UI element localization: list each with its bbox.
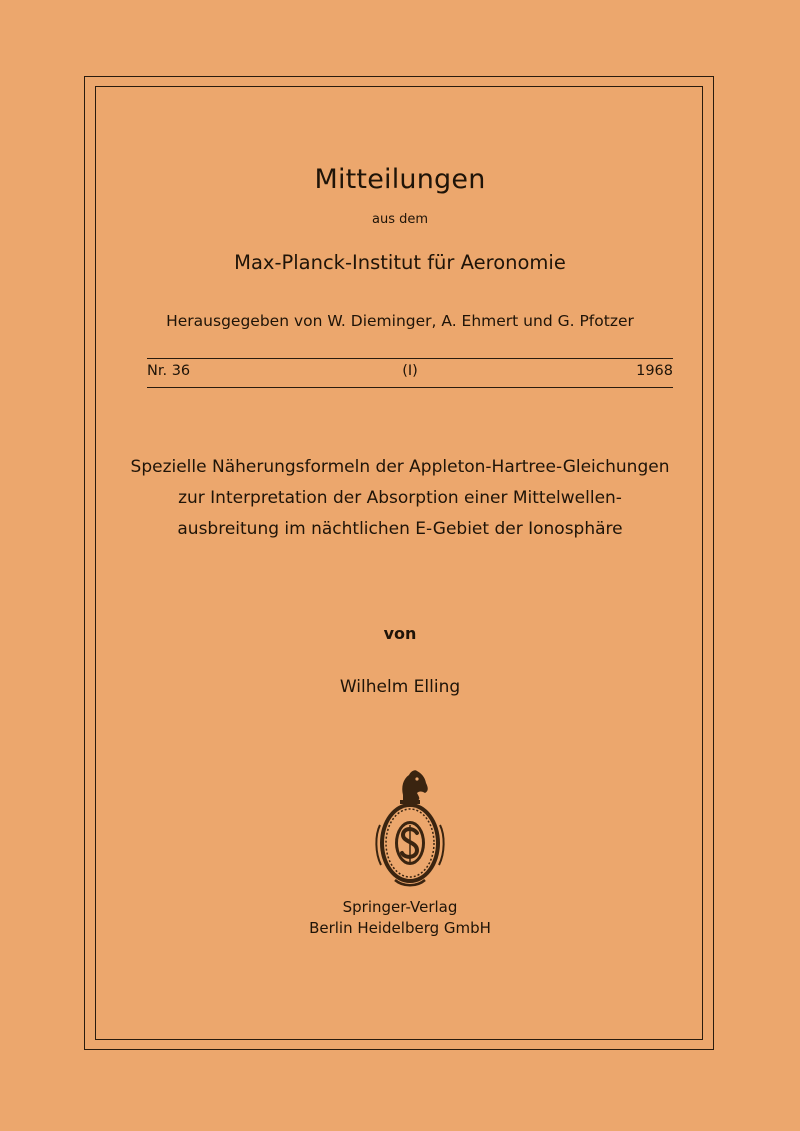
issue-number: Nr. 36 bbox=[147, 363, 191, 379]
editors-line: Herausgegeben von W. Dieminger, A. Ehmert und G. Pfotzer bbox=[166, 312, 634, 330]
title-line: ausbreitung im nächtlichen E-Gebiet der Ionosphäre bbox=[177, 519, 623, 539]
issue-bottom-rule bbox=[147, 387, 673, 388]
by-label: von bbox=[383, 624, 417, 643]
from-label: aus dem bbox=[371, 212, 429, 227]
title-line: Spezielle Näherungsformeln der Appleton-Hartree-Gleichungen bbox=[130, 457, 670, 477]
springer-knight-logo-icon bbox=[373, 765, 447, 895]
publisher-name: Springer-Verlag bbox=[342, 898, 458, 916]
issue-row bbox=[147, 363, 673, 383]
issue-part: (I) bbox=[402, 363, 418, 379]
series-title: Mitteilungen bbox=[314, 164, 486, 195]
publisher-place: Berlin Heidelberg GmbH bbox=[309, 919, 491, 937]
issue-year: 1968 bbox=[636, 363, 673, 379]
title-line: zur Interpretation der Absorption einer Mittelwellen- bbox=[178, 488, 622, 508]
author-name: Wilhelm Elling bbox=[339, 677, 461, 697]
inner-border-frame bbox=[95, 86, 703, 1040]
institute-name: Max-Planck-Institut für Aeronomie bbox=[234, 251, 566, 274]
issue-top-rule bbox=[147, 358, 673, 359]
